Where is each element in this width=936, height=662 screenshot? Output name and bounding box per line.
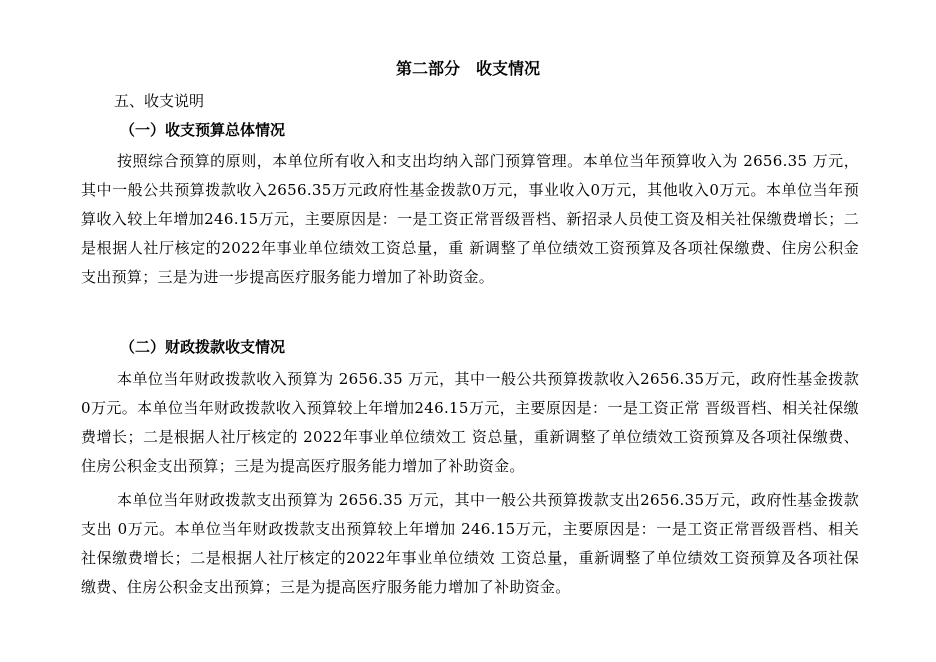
paragraph-overall-budget: 按照综合预算的原则，本单位所有收入和支出均纳入部门预算管理。本单位当年预算收入为 2656.35 万元，其中一般公共预算拨款收入2656.35万元政府性基金拨款0万元，事业收入0万元，其他收入0万元。本单位当年预算收入较上年增加246.15万元，主要原因是：一是工资正常晋级晋档、新招录人员使工资及相关社保缴费增长；二是根据人社厅核定的2022年事业单位绩效工资总量，重 新调整了单位绩效工资预算及各项社保缴费、住房公积金支出预算；三是为进一步提高医疗服务能力增加了补助资金。 xyxy=(81,152,859,286)
paragraph-fiscal-income: 本单位当年财政拨款收入预算为 2656.35 万元，其中一般公共预算拨款收入2656.35万元，政府性基金拨款 0万元。本单位当年财政拨款收入预算较上年增加246.15万元，主要原因是：一是工资正常 晋级晋档、相关社保缴费增长；二是根据人社厅核定的 2022年事业单位绩效工 资总量，重新调整了单位绩效工资预算及各项社保缴费、住房公积金支出预算；三是为提高医疗服务能力增加了补助资金。 xyxy=(81,370,859,475)
subsection-heading-fiscal-appropriation: （二）财政拨款收支情况 xyxy=(120,338,286,356)
paragraph-fiscal-expenditure: 本单位当年财政拨款支出预算为 2656.35 万元，其中一般公共预算拨款支出2656.35万元，政府性基金拨款支出 0万元。本单位当年财政拨款支出预算较上年增加 246.15万元，主要原因是：一是工资正常晋级晋档、相关社保缴费增长；二是根据人社厅核定的2022年事业单位绩效 工资总量，重新调整了单位绩效工资预算及各项社保缴费、住房公积金支出预算；三是为提高医疗服务能力增加了补助资金。 xyxy=(81,491,859,596)
subsection-heading-overall-budget: （一）收支预算总体情况 xyxy=(120,121,286,139)
part-title: 第二部分 收支情况 xyxy=(395,59,540,78)
section-heading: 五、收支说明 xyxy=(114,92,205,110)
